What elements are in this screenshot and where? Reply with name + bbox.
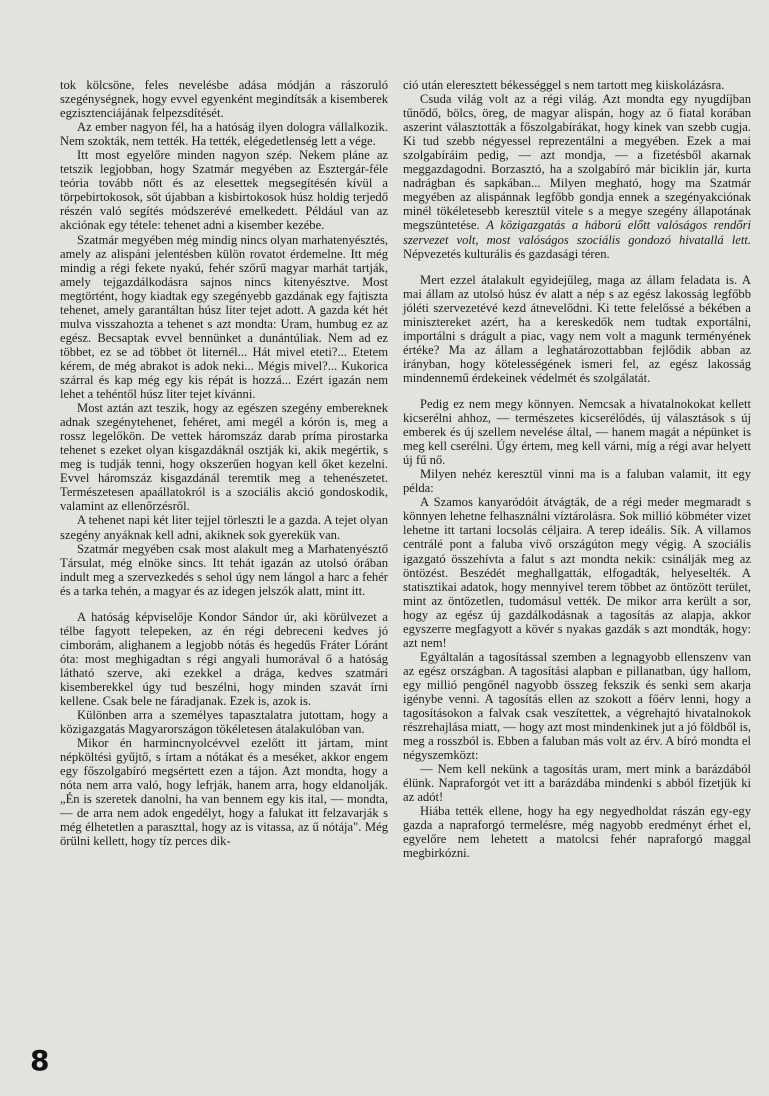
paragraph: Az ember nagyon fél, ha a hatóság ilyen dologra vállalkozik. Nem szokták, nem tették. Ha tették, elégedetlenség lett a vége. — [60, 120, 388, 149]
paragraph: Szatmár megyében csak most alakult meg a Marhatenyésztő Társulat, még elnöke sincs. Itt tehát igazán az utolsó órában indult meg a szervezkedés s sehol úgy nem lángol a harc a fehér és a tarka tehén, a magyar és az idegen jelszók alatt, mint itt. — [60, 541, 388, 598]
paragraph: A hatóság képviselője Kondor Sándor úr, aki körülvezet a télbe fagyott telepeken, az én régi debreceni kedves jó cimborám, alighanem a legjobb nótás és hegedűs Fráter Lóránt óta: most meghigadtan s régi angyali humorával ő a hatóság látható szerve, aki ezekkel a drága, kedves szatmári kisemberekkel úgy tud beszélni, hogy minden szavát írni kellene. Csak bele ne fáradjanak. Ezek is, azok is. — [60, 609, 388, 709]
section-gap — [60, 598, 388, 610]
paragraph: A tehenet napi két liter tejjel törleszti le a gazda. A tejet olyan szegény anyáknak kell adni, akiknek sok gyerekük van. — [60, 513, 388, 542]
paragraph — [403, 92, 751, 261]
paragraph: Milyen nehéz keresztül vinni ma is a faluban valamit, itt egy példa: — [403, 467, 751, 496]
paragraph: Pedig ez nem megy könnyen. Nemcsak a hivatalnokokat kellett kicserélni ahhoz, — természetes kicserélődés, új választások s új emberek és új szellem nevelése által, — hanem magát a népünket is meg kell cserélni. Úgy értem, meg kell várni, míg a régi avar helyett új fű nő. — [403, 396, 751, 468]
paragraph: A Szamos kanyaródóit átvágták, de a régi meder megmaradt s könnyen lehetne felhasználni víztárolásra. Sok millió köbméter vizet lehetne itt tartani locsolás céljaira. A terep ideális. Sík. A villamos centrálé pont a faluba vivő országúton megy végig. A szociális igazgató összehívta a falut s azt mondta nekik: csinálják meg az öntözést. Beszédét meghallgatták, elfogadták, helyeselték. A statisztikai adatok, hogy mennyivel terem többet az öntözött terület, mint az öntözetlen, tudomásul vették. De mikor arra került a sor, hogy az egész új gazdálkodásnak a tagosítás az alapja, akkor egyszerre megfagyott a kövér s nyakas gazdák s azt mondták, hogy: azt nem! — [403, 495, 751, 650]
paragraph: Egyáltalán a tagosítással szemben a legnagyobb ellenszenv van az egész országban. A tagosítási alapban e pillanatban, úgy hallom, egy millió pengőnél nagyobb összeg fekszik és senki sem akarja igénybe venni. A tagosítás ellen az szokott a főérv lenni, hogy a tagosításokon a falvak csak veszítettek, a végrehajtó hivatalnokok részrehajlása miatt, — hogy azt most mindenkinek jut a jó földből is, meg a rosszból is. Ebben a faluban más volt az érv. A bíró mondta el négyszemközt: — [403, 649, 752, 763]
paragraph: Mert ezzel átalakult egyidejűleg, maga az állam feladata is. A mai állam az utolsó húsz év alatt a nép s az egész lakosság legfőbb jóléti szervezetévé kezd átnevelődni. Ki tette felelőssé a békében a minisztereket azért, ha a kereskedők nem tudtak exportálni, importálni s drágult a piac, vagy nem volt a magunk terményének értéke? Ma az állam a leghatározottabban fejlődik abban az irányban, hogy kötelességének ismeri fel, az egész lakosság mindennemű érdekeinek védelmét és szolgálatát. — [403, 272, 751, 385]
section-gap — [403, 261, 751, 273]
paragraph-text: Csuda világ volt az a régi világ. Azt mondta egy nyugdíjban tűnődő, bölcs, öreg, de magyar alispán, hogy az ő fiatal korában aszerint választották a főszolgabírákat, hogy kinek van szebb cugja. Ki tud szebb négyessel reprezentálni a megyében. Ezek a mai szolgabíráim pedig, — azt mondja, — a fizetésből akarnak meggazdagodni. Borzasztó, ha a szolgabíró már biciklin jár, kurta nadrágban és sapkában... Milyen megható, hogy ma Szatmár megyében az alispánnak legfőbb gondja ennek a szegényakciónak minél tökéletesebb keresztül vitele s a megye szegény állapotának megszüntetése. — [403, 92, 751, 233]
paragraph: — Nem kell nekünk a tagosítás uram, mert mink a barázdából élünk. Napraforgót vet itt a barázdába mindenki s abból fizetjük ki az adót! — [403, 762, 751, 805]
paragraph: ció után eleresztett békességgel s nem tartott meg kiiskolázásra. — [403, 78, 725, 92]
italic-emphasis: A közigazgatás a háború előtt valóságos rendőri szervezet volt, most valóságos szociális gondozó hivatallá lett. — [403, 218, 751, 247]
right-text-column — [403, 78, 751, 861]
paragraph-text: Népvezetés kulturális és gazdasági téren. — [403, 246, 610, 261]
left-text-column — [60, 78, 388, 849]
section-gap — [403, 385, 751, 397]
paragraph: Különben arra a személyes tapasztalatra jutottam, hogy a közigazgatás Magyarországon tökéletesen átalakulóban van. — [60, 708, 388, 737]
paragraph: Mikor én harmincnyolcévvel ezelőtt itt jártam, mint népköltési gyűjtő, s írtam a nótákat és a meséket, akkor engem egy főszolgabíró megsértett ezen a tájon. Azt mondta, hogy a nóta nem arra való, hogy lefrják, hanem arra, hogy eldanolják. „Én is szeretek danolni, ha van bennem egy kis ital, — mondta, — de arra nem adok engedélyt, hogy a falukat itt felzavarják s még élhetetlen a paraszttal, hogy az is vitassa, az ű nótája". Még örülni kellett, hogy tíz perces dik- — [60, 736, 388, 849]
paragraph: Hiába tették ellene, hogy ha egy negyedholdat rászán egy-egy gazda a napraforgó termelésre, még nagyobb eredményt érhet el, egyelőre nem lehetett a matolcsi fehér napraforgó maggal megbirkózni. — [403, 804, 751, 861]
paragraph: Szatmár megyében még mindig nincs olyan marhatenyésztés, amely az alispáni jelentésben külön rovatot érdemelne. Itt még mindig a régi fekete nyakú, fehér szőrű magyar marhát tartják, amely tejgazdálkodásra sajnos nincs kitenyésztve. Most megtörtént, hogy kiadtak egy szegényebb gazdának egy fajtiszta tehenet, amely garantáltan húsz liter tejet adott. A gazda két hét mulva visszahozta a tehenet s azt mondta: Uram, humbug ez az egész. Becsaptak evvel bennünket a dunántúliak. Nem ad ez többet, ez se ad többet öt liternél... Hát mivel eteti?... Etetem kérem, de még abrakot is adok neki... Mégis mivel?... Kukorica szárral és kap még egy kis répát is hozzá... Ezért igazán nem lehet a tehéntől húsz liter tejet kívánni. — [60, 232, 388, 402]
page-number: 8 — [30, 1044, 50, 1077]
paragraph: Most aztán azt teszik, hogy az egészen szegény embereknek adnak szegénytehenet, fehéret, ami megél a kórón is, meg a rossz legelőkön. De vettek háromszáz darab príma pirostarka tehenet s ezeket olyan kisgazdáknál osztják ki, akik megértik, s meg is tudják tenni, hogy okszerűen hogyan kell őket kezelni. Evvel háromszáz kisgazdánál teremtik meg a tehenészetet. Természetesen apaállatokról is a szociális akció gondoskodik, valamint az ellenőrzésről. — [60, 401, 388, 514]
paragraph: Itt most egyelőre minden nagyon szép. Nekem pláne az tetszik legjobban, hogy Szatmár megyében az Esztergár-féle teória tovább nőtt és az elesettek megsegítésén kívül a törpebirtokosok, sőt újabban a kisbirtokosok húsz holdig terjedő részén való segítés módszerévé emelkedett. Például van az akciónak egy tétele: tehenet adni a kisember kezébe. — [60, 148, 388, 233]
paragraph: tok kölcsöne, feles nevelésbe adása módján a rászoruló szegénységnek, hogy evvel egyenként megindítsák a kisemberek egzisztenciájának felpezsdítését. — [60, 78, 388, 121]
